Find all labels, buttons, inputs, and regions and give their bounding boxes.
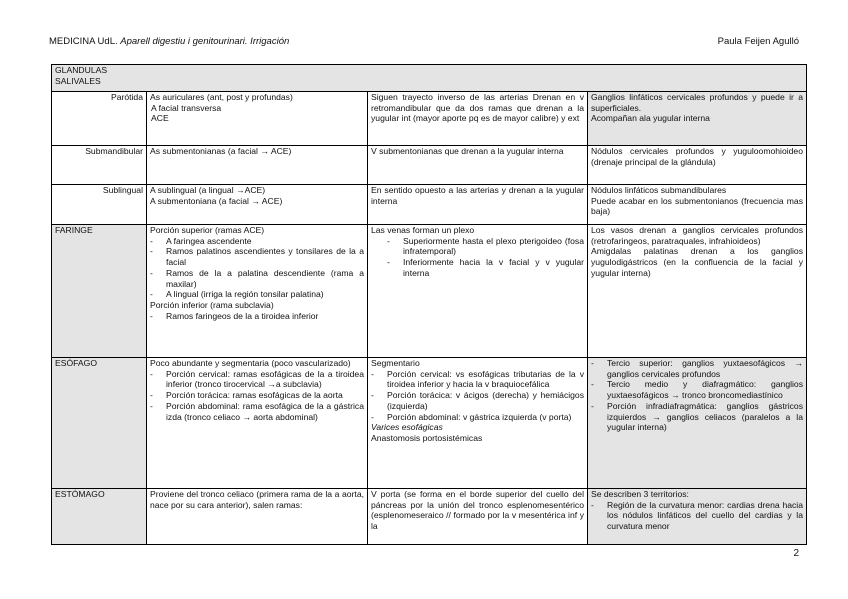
table-row-esofago — [52, 358, 807, 489]
list-item: - A faringea ascendente — [150, 236, 364, 247]
organ-estomago: ESTÓMAGO — [52, 489, 147, 545]
list-item: - Porción cervical: vs esofágicas tributarias de la v tiroidea inferior y hacia la v braquiocefálica — [371, 369, 584, 390]
page-number: 2 — [793, 548, 799, 559]
table-row-estomago — [52, 489, 807, 545]
irrigation-table — [51, 64, 807, 545]
organ-submandibular: Submandibular — [52, 146, 147, 185]
list-item: - Porción abdominal: v gástrica izquierda (v porta) — [371, 412, 584, 423]
list-item: - Tercio medio y diafragmático: ganglios yuxtaesofágicos → tronco broncomediastínico — [591, 379, 803, 400]
parotida-arterias: As auriculares (ant, post y profundas) A facial transversa ACE — [147, 92, 368, 146]
list-item: - A lingual (irriga la región tonsilar palatina) — [150, 289, 364, 300]
estomago-venas: V porta (se forma en el borde superior del cuello del páncreas por la unión del tronco esplenomesentérico (esplenomeseraico // formado por la v mesentérica inf y la — [368, 489, 588, 545]
document-header-left — [49, 36, 289, 47]
list-item: - Porción infradiafragmática: ganglios gástricos izquierdos → ganglios celiacos (paralelos a la yugular interna) — [591, 401, 803, 433]
list-item: - Ramos palatinos ascendientes y tonsilares de la a facial — [150, 246, 364, 267]
submandibular-arterias: As submentonianas (a facial → ACE) — [147, 146, 368, 185]
list-item: - Porción torácica: v ácigos (derecha) y hemiácigos (izquierda) — [371, 390, 584, 411]
list-item: - Ramos de la a palatina descendiente (rama a maxilar) — [150, 268, 364, 289]
list-item: - Región de la curvatura menor: cardias drena hacia los nódulos linfáticos del cuello del cardias y la curvatura menor — [591, 500, 803, 532]
esofago-arterias: Poco abundante y segmentaria (poco vascularizado) - Porción cervical: ramas esofágicas de la a tiroidea inferior (tronco tirocervical →a subclavia) - Porción torácica: ramas esofágicas de la aorta - Porción abdominal: rama esofágica de la a gástrica izda (tronco celiaco → aorta abdominal) — [147, 358, 368, 489]
sublingual-venas: En sentido opuesto a las arterias y drenan a la yugular interna — [368, 185, 588, 225]
submandibular-venas: V submentonianas que drenan a la yugular interna — [368, 146, 588, 185]
list-item: - Tercio superior: ganglios yuxtaesofágicos → ganglios cervicales profundos — [591, 358, 803, 379]
section-heading-glandulas: GLANDULAS SALIVALES — [52, 65, 807, 92]
estomago-arterias: Proviene del tronco celiaco (primera rama de la a aorta, nace por su cara anterior), salen ramas: — [147, 489, 368, 545]
faringe-linfa: Los vasos drenan a ganglios cervicales profundos (retrofaringeos, paratraquales, infrahioideos) Amigdalas palatinas drenan a los ganglios yugulodigástricos (en la confluencia de la facial y yugular interna) — [588, 225, 807, 358]
organ-esofago: ESÓFAGO — [52, 358, 147, 489]
list-item: - Porción cervical: ramas esofágicas de la a tiroidea inferior (tronco tirocervical →a subclavia) — [150, 369, 364, 390]
estomago-linfa: Se describen 3 territorios: - Región de la curvatura menor: cardias drena hacia los nódulos linfáticos del cuello del cardias y la curvatura menor — [588, 489, 807, 545]
list-item: - Ramos faringeos de la a tiroidea inferior — [150, 311, 364, 322]
document-header-author: Paula Feijen Agulló — [717, 36, 799, 47]
table-row-section-glandulas — [52, 65, 807, 92]
table-row-parotida — [52, 92, 807, 146]
sublingual-linfa: Nódulos linfáticos submandibulares Puede acabar en los submentonianos (frecuencia mas baja) — [588, 185, 807, 225]
list-item: - Porción abdominal: rama esofágica de la a gástrica izda (tronco celiaco → aorta abdominal) — [150, 401, 364, 422]
faringe-venas: Las venas forman un plexo - Superiormente hasta el plexo pterigoideo (fosa infratemporal) - Inferiormente hacia la v facial y v yugular interna — [368, 225, 588, 358]
parotida-linfa: Ganglios linfáticos cervicales profundos y puede ir a superficiales. Acompañan ala yugular interna — [588, 92, 807, 146]
organ-sublingual: Sublingual — [52, 185, 147, 225]
list-item: - Porción torácica: ramas esofágicas de la aorta — [150, 390, 364, 401]
organ-faringe: FARINGE — [52, 225, 147, 358]
sublingual-arterias: A sublingual (a lingual →ACE) A submentoniana (a facial → ACE) — [147, 185, 368, 225]
parotida-venas: Siguen trayecto inverso de las arterias Drenan en v retromandibular que da dos ramas que drenan a la yugular int (mayor aporte pq es de mayor calibre) y ext — [368, 92, 588, 146]
list-item: - Superiormente hasta el plexo pterigoideo (fosa infratemporal) — [387, 236, 584, 257]
header-subject: Aparell digestiu i genitourinari. Irrigación — [120, 36, 290, 47]
table-row-faringe — [52, 225, 807, 358]
esofago-venas: Segmentario - Porción cervical: vs esofágicas tributarias de la v tiroidea inferior y hacia la v braquiocefálica - Porción torácica: v ácigos (derecha) y hemiácigos (izquierda) - Porción abdominal: v gástrica izquierda (v porta) Varices esofágicas Anastomosis portosistémicas — [368, 358, 588, 489]
table-row-submandibular — [52, 146, 807, 185]
submandibular-linfa: Nódulos cervicales profundos y yuguloomohioideo (drenaje principal de la glándula) — [588, 146, 807, 185]
table-row-sublingual — [52, 185, 807, 225]
organ-parotida: Parótida — [52, 92, 147, 146]
list-item: - Inferiormente hacia la v facial y v yugular interna — [387, 257, 584, 278]
esofago-linfa — [588, 358, 807, 489]
header-course: MEDICINA UdL. — [49, 36, 121, 47]
faringe-arterias: Porción superior (ramas ACE) - A faringea ascendente - Ramos palatinos ascendientes y tonsilares de la a facial - Ramos de la a palatina descendiente (rama a maxilar) - A lingual (irriga la región tonsilar palatina) Porción inferior (rama subclavia) - Ramos faringeos de la a tiroidea inferior — [147, 225, 368, 358]
